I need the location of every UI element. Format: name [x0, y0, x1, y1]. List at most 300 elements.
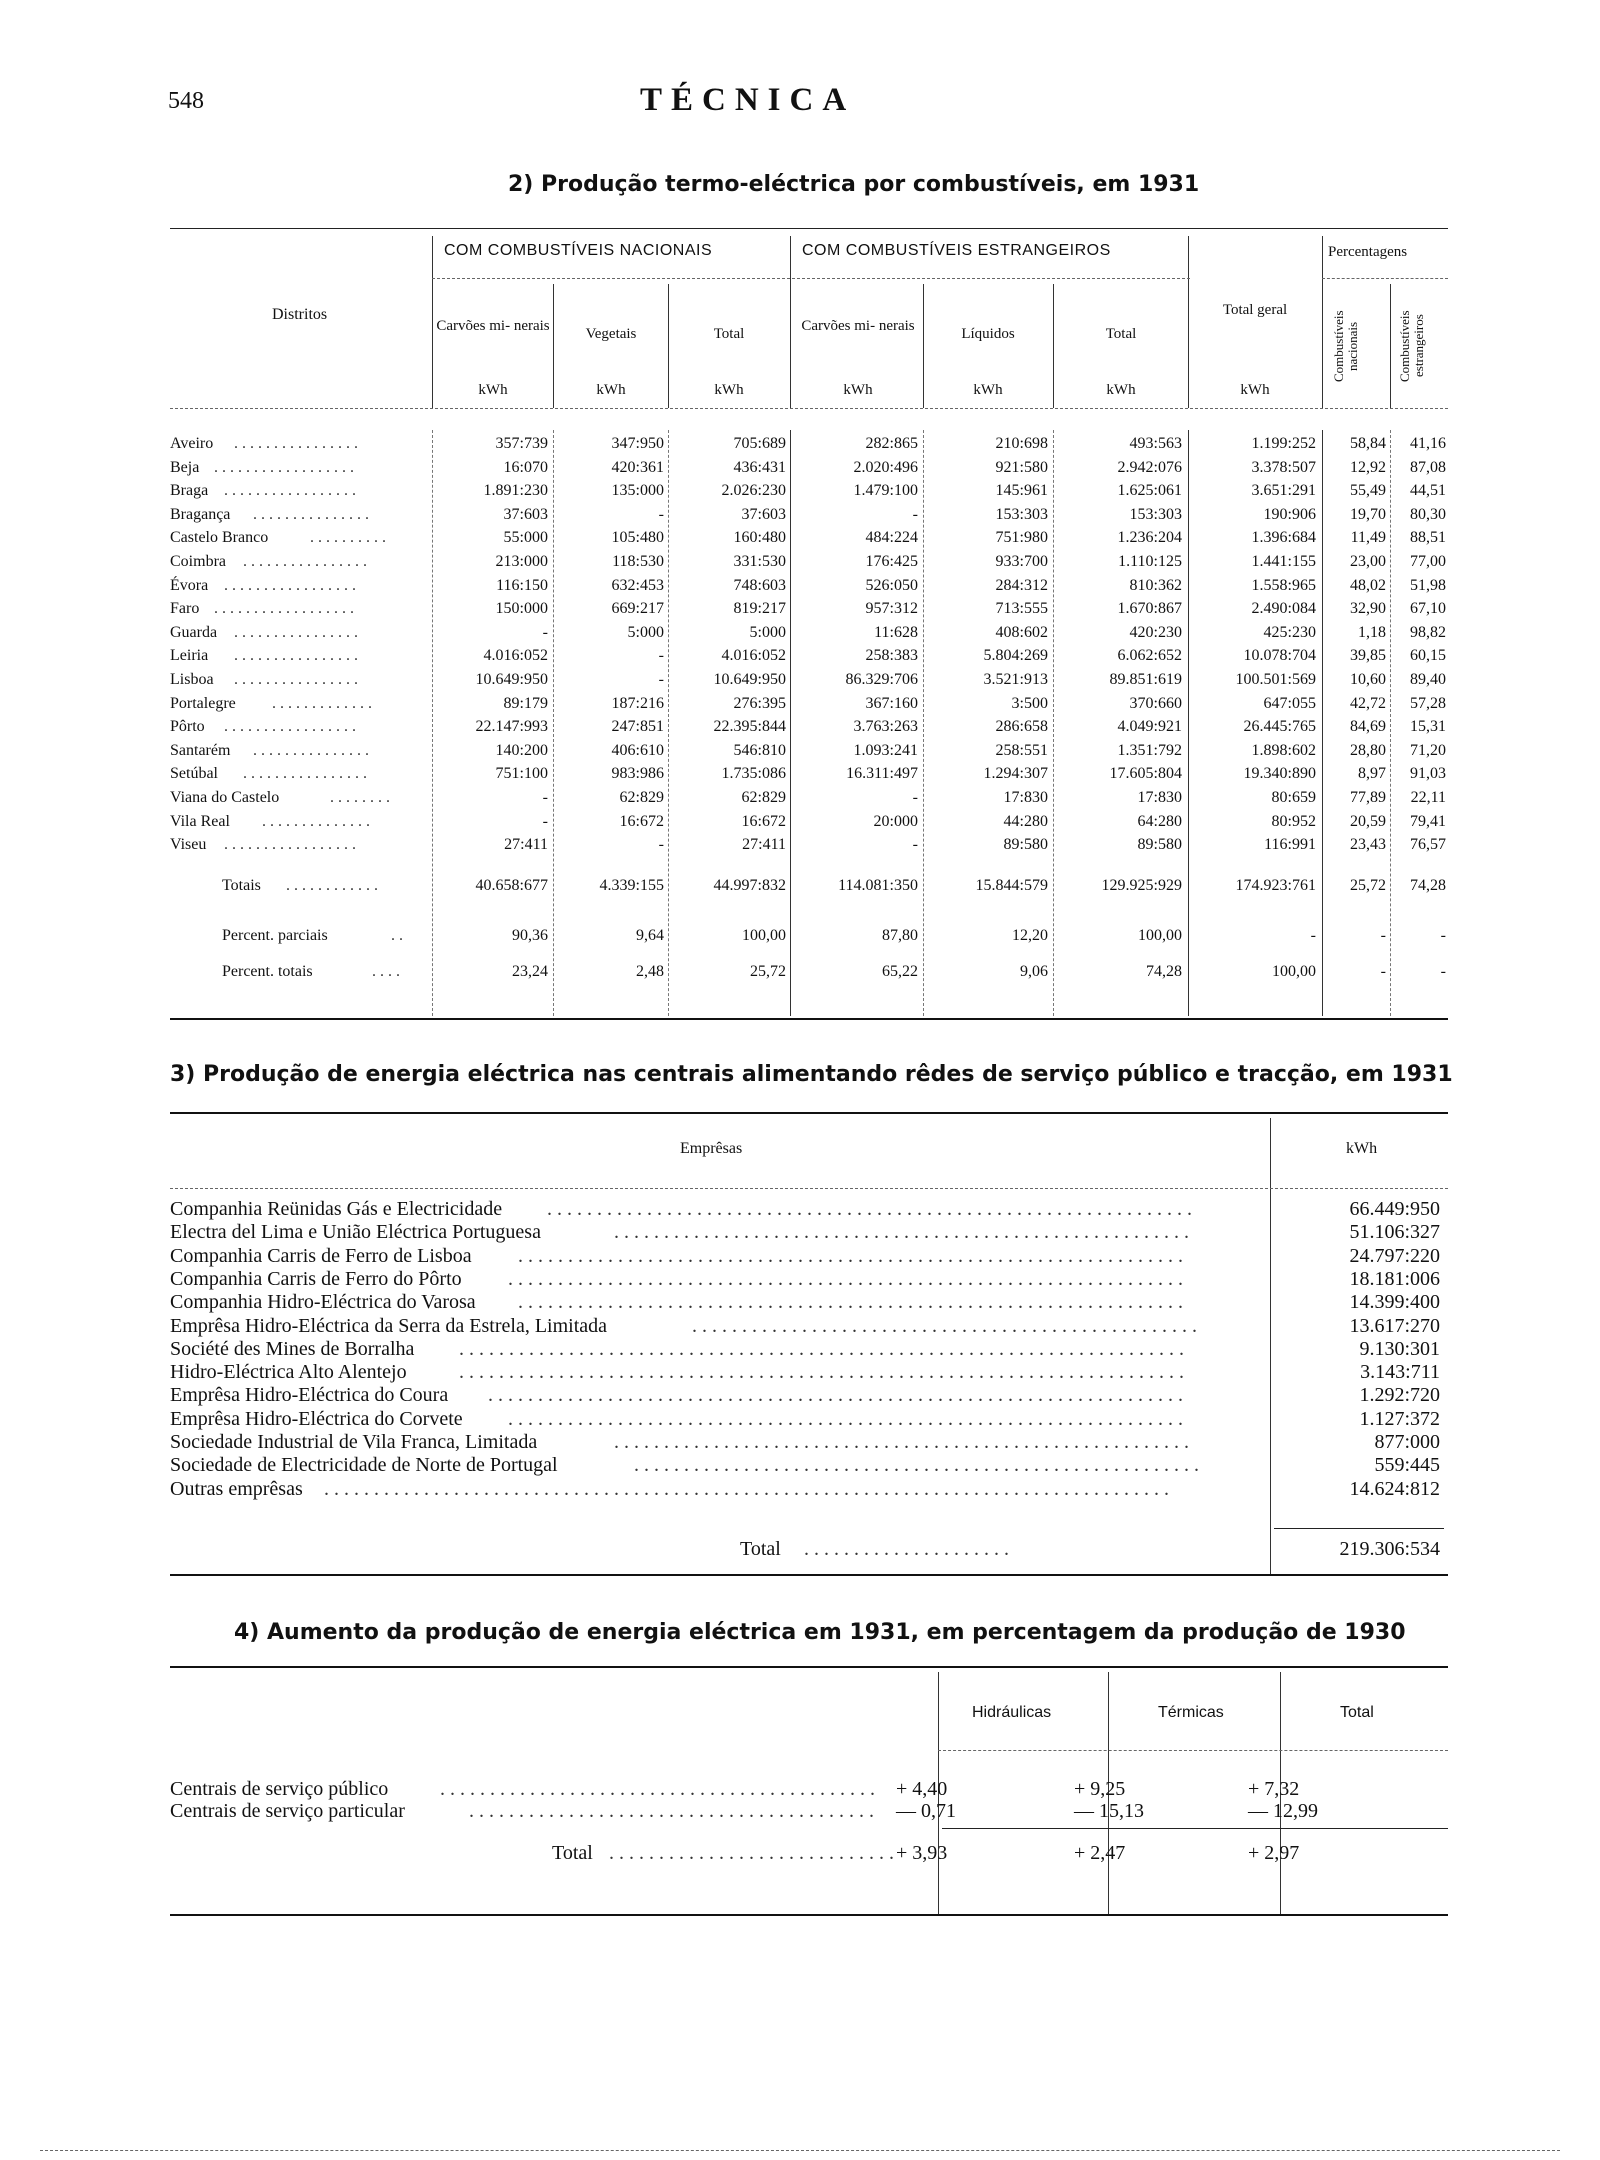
leader-dots: . . . . . . . . . . — [310, 529, 386, 547]
row-label: Pôrto — [170, 718, 205, 736]
cell-p2: 79,41 — [1410, 812, 1446, 830]
cell-c5: 153:303 — [995, 505, 1048, 523]
unit-kwh: kWh — [1106, 382, 1136, 398]
cell-c7: 1.898:602 — [1251, 741, 1316, 759]
cell-c4: 11:628 — [874, 623, 918, 641]
row-label: Évora — [170, 576, 209, 594]
table-row — [0, 644, 1600, 668]
row-label: Totais — [222, 877, 261, 894]
cell-p2: 57,28 — [1410, 694, 1446, 712]
cell-c5: 89:580 — [1003, 836, 1048, 854]
kwh-value: 24.797:220 — [1349, 1244, 1440, 1267]
cell-c3: 1.735:086 — [721, 765, 786, 783]
leader-dots: . . . . . . . . — [330, 789, 390, 806]
group-percentagens: Percentagens — [1328, 244, 1408, 260]
cell-c1: 16:070 — [503, 458, 548, 476]
cell-tot: + 2,97 — [1248, 1842, 1300, 1864]
cell-c5: 15.844:579 — [975, 877, 1048, 894]
cell-h: — 0,71 — [896, 1800, 956, 1822]
cell-c2: 9,64 — [636, 927, 664, 944]
cell-c4: 957:312 — [865, 600, 918, 618]
table3-total-row — [170, 1842, 1448, 1864]
cell-tot: — 12,99 — [1248, 1800, 1318, 1822]
leader-dots: . . . . . . . . . . . . . . . . . . . . . . . . . . . . . . . . . . . . . . . . . . . . — [440, 1778, 875, 1800]
leader-dots: . . . . . . . . . . . . . . . . . . . . . . . . . . . . . . . . . . . . . . . . . . . . . . . . . . . . . . . . . . . . . . . . . . . — [518, 1244, 1183, 1267]
cell-c2: 135:000 — [611, 482, 664, 500]
leader-dots: . . . . . . . . . . . . . . . . . . — [214, 458, 354, 476]
cell-c7: 26.445:765 — [1243, 718, 1316, 736]
cell-c3: 276:395 — [733, 694, 786, 712]
page-number: 548 — [168, 88, 204, 114]
table-row — [170, 1408, 1448, 1431]
cell-c7: 1.441:155 — [1251, 553, 1316, 570]
cell-c3: 16:672 — [741, 812, 786, 830]
cell-c3: 27:411 — [742, 836, 786, 854]
company-name: Société des Mines de Borralha — [170, 1337, 415, 1360]
cell-c7: 10.078:704 — [1243, 647, 1316, 665]
table-row — [170, 1338, 1448, 1361]
cell-c3: 22.395:844 — [713, 718, 786, 736]
cell-p2: 80,30 — [1410, 505, 1446, 523]
table-row — [170, 1800, 1448, 1822]
cell-c2: 669:217 — [611, 600, 664, 618]
cell-c2: 105:480 — [611, 529, 664, 547]
company-name: Sociedade Industrial de Vila Franca, Limitada — [170, 1431, 538, 1453]
cell-t: + 9,25 — [1074, 1778, 1126, 1800]
company-name: Electra del Lima e União Eléctrica Portuguesa — [170, 1221, 541, 1244]
leader-dots: . . . . . . . . . . . . . . . . . . . . . . . . . . . . . . . . . . . . . . . . . . . . . . . . . . . . . . . . . . — [614, 1431, 1189, 1453]
cell-c4: 367:160 — [865, 694, 918, 712]
leader-dots: . . . . . . . . . . . . . . . — [253, 741, 369, 759]
cell-c5: 9,06 — [1020, 963, 1048, 980]
cell-c4: 86.329:706 — [845, 671, 918, 688]
cell-c7: 80:952 — [1271, 812, 1316, 830]
cell-c6: 100,00 — [1138, 927, 1182, 944]
cell-c1: 116:150 — [496, 576, 548, 594]
leader-dots: . . . . . . . . . . . . . — [272, 694, 372, 712]
cell-p1: 23,00 — [1350, 553, 1386, 570]
row-label: Total — [552, 1842, 593, 1864]
cell-c5: 17:830 — [1003, 789, 1048, 806]
table1-summary-row — [0, 874, 1600, 898]
table1-summary-row — [0, 924, 1600, 948]
table-row — [0, 715, 1600, 739]
table2-total-row — [170, 1538, 1448, 1561]
col-carvoes-nacionais: Carvões mi- nerais — [436, 318, 550, 334]
cell-c4: 20:000 — [873, 812, 918, 830]
row-label: Percent. parciais — [222, 927, 328, 944]
table2-title: 3) Produção de energia eléctrica nas centrais alimentando rêdes de serviço público e tracção, em 1931 — [170, 1062, 1453, 1087]
cell-c5: 408:602 — [995, 623, 1048, 641]
cell-c3: 436:431 — [733, 458, 786, 476]
col-pct-nacionais: Combustíveis nacionais — [1331, 310, 1360, 382]
row-label: Aveiro — [170, 435, 214, 452]
table1-summary-row — [0, 960, 1600, 984]
cell-c6: 493:563 — [1129, 435, 1182, 452]
cell-c6: 6.062:652 — [1117, 647, 1182, 665]
cell-c1: 751:100 — [495, 765, 548, 783]
leader-dots: . . . . . . . . . . . . . . . . . . — [214, 600, 354, 618]
cell-p2: 89,40 — [1410, 671, 1446, 688]
cell-c7: 3.651:291 — [1251, 482, 1316, 500]
cell-c2: 118:530 — [612, 553, 664, 570]
kwh-value: 1.292:720 — [1359, 1384, 1440, 1407]
row-label: Centrais de serviço público — [170, 1778, 389, 1800]
kwh-value: 9.130:301 — [1359, 1337, 1440, 1360]
cell-c1: 140:200 — [495, 741, 548, 759]
table-row — [0, 456, 1600, 480]
cell-c2: 983:986 — [611, 765, 664, 783]
col-total-nacionais: Total — [713, 326, 745, 342]
leader-dots: . . . . . . . . . . . . . . . . . . . . . . . . . . . . . . . . . . . . . . . . . . . . . . . . . . . . . . . . . . . . . . . . . . . . . . . . . — [459, 1337, 1184, 1360]
row-label: Viana do Castelo — [170, 789, 280, 806]
cell-c6: 17.605:804 — [1109, 765, 1182, 783]
kwh-value: 559:445 — [1374, 1454, 1440, 1477]
cell-c5: 145:961 — [995, 482, 1048, 500]
cell-p1: 20,59 — [1350, 812, 1386, 830]
cell-p2: 41,16 — [1410, 435, 1446, 452]
cell-c5: 933:700 — [995, 553, 1048, 570]
cell-c3: 62:829 — [741, 789, 786, 806]
cell-c5: 284:312 — [995, 576, 1048, 594]
leader-dots: . . . . . . . . . . . . . . . . . . . . . — [804, 1538, 1009, 1560]
table-row — [170, 1478, 1448, 1501]
cell-c2: 632:453 — [611, 576, 664, 594]
table-row — [170, 1245, 1448, 1268]
table-row — [170, 1221, 1448, 1244]
leader-dots: . . . . — [372, 963, 400, 980]
cell-c7: 116:991 — [1264, 836, 1316, 854]
table-row — [170, 1291, 1448, 1314]
col-kwh: kWh — [1346, 1140, 1378, 1157]
cell-c7: 100.501:569 — [1235, 671, 1316, 688]
unit-kwh: kWh — [596, 382, 626, 398]
company-name: Companhia Carris de Ferro do Pôrto — [170, 1267, 462, 1290]
leader-dots: . . . . . . . . . . . . . . . — [253, 505, 369, 523]
cell-p1: 25,72 — [1350, 877, 1386, 894]
row-label: Santarém — [170, 741, 231, 759]
cell-c5: 286:658 — [995, 718, 1048, 736]
cell-t: + 2,47 — [1074, 1842, 1126, 1864]
col-empresas: Emprêsas — [680, 1140, 743, 1157]
cell-c2: 4.339:155 — [599, 877, 664, 894]
table-row — [0, 668, 1600, 692]
cell-c1: 22.147:993 — [475, 718, 548, 736]
cell-c6: 4.049:921 — [1117, 718, 1182, 736]
cell-c2: - — [658, 671, 664, 688]
kwh-value: 14.624:812 — [1349, 1477, 1440, 1500]
kwh-value: 66.449:950 — [1349, 1198, 1440, 1220]
table-row — [0, 833, 1600, 857]
leader-dots: . . . . . . . . . . . . . . . . . . . . . . . . . . . . . . . . . . . . . . . . . . . . . . . . . . . . . . . . . . . . . . . . . — [547, 1198, 1192, 1220]
leader-dots: . . . . . . . . . . . . . . . . . — [224, 482, 356, 500]
row-label: Faro — [170, 600, 200, 618]
leader-dots: . . . . . . . . . . . . . . . . — [234, 647, 358, 665]
row-label: Castelo Branco — [170, 529, 269, 547]
cell-p2: 71,20 — [1410, 741, 1446, 759]
cell-c4: 176:425 — [865, 553, 918, 570]
cell-c3: 2.026:230 — [721, 482, 786, 500]
cell-c3: 546:810 — [733, 741, 786, 759]
cell-c4: 16.311:497 — [846, 765, 918, 783]
cell-p2: 22,11 — [1410, 789, 1446, 806]
row-label: Portalegre — [170, 694, 236, 712]
cell-c5: 258:551 — [995, 741, 1048, 759]
cell-p1: 11,49 — [1350, 529, 1386, 547]
table-row — [0, 526, 1600, 550]
cell-p1: - — [1380, 927, 1386, 944]
cell-c6: 1.670:867 — [1117, 600, 1182, 618]
total-value: 219.306:534 — [1339, 1538, 1440, 1560]
leader-dots: . . . . . . . . . . . . . . . . . — [224, 576, 356, 594]
cell-c7: 1.558:965 — [1251, 576, 1316, 594]
company-name: Outras emprêsas — [170, 1477, 303, 1500]
cell-p1: 48,02 — [1350, 576, 1386, 594]
table-row — [0, 692, 1600, 716]
table-row — [170, 1431, 1448, 1454]
cell-p2: 51,98 — [1410, 576, 1446, 594]
cell-c3: 37:603 — [741, 505, 786, 523]
cell-c2: 247:851 — [611, 718, 664, 736]
cell-c1: 213:000 — [495, 553, 548, 570]
cell-c5: 921:580 — [995, 458, 1048, 476]
cell-c7: 2.490:084 — [1251, 600, 1316, 618]
cell-c4: 258:383 — [865, 647, 918, 665]
unit-kwh: kWh — [714, 382, 744, 398]
cell-t: — 15,13 — [1074, 1800, 1144, 1822]
cell-p2: 88,51 — [1410, 529, 1446, 547]
cell-c1: 40.658:677 — [475, 877, 548, 894]
leader-dots: . . . . . . . . . . . . . . . . . . . . . . . . . . . . . — [609, 1842, 894, 1864]
leader-dots: . . . . . . . . . . . . . . . . . . . . . . . . . . . . . . . . . . . . . . . . . . . . . . . . . . . . . . . . . . . . . . . . . . . — [518, 1291, 1183, 1314]
cell-c6: 89:580 — [1137, 836, 1182, 854]
cell-c6: 420:230 — [1129, 623, 1182, 641]
cell-c5: 713:555 — [995, 600, 1048, 618]
cell-p1: 10,60 — [1350, 671, 1386, 688]
cell-c1: 4.016:052 — [483, 647, 548, 665]
company-name: Companhia Reünidas Gás e Electricidade — [170, 1198, 503, 1220]
cell-p1: 32,90 — [1350, 600, 1386, 618]
cell-c7: 100,00 — [1272, 963, 1316, 980]
table1-title: 2) Produção termo-eléctrica por combustíveis, em 1931 — [508, 172, 1200, 197]
total-label: Total — [740, 1538, 781, 1560]
col-total-geral: Total geral — [1222, 302, 1288, 318]
cell-c6: 810:362 — [1129, 576, 1182, 594]
cell-c5: 1.294:307 — [983, 765, 1048, 783]
kwh-value: 14.399:400 — [1349, 1291, 1440, 1314]
col-hidraulicas: Hidráulicas — [972, 1704, 1052, 1721]
leader-dots: . . . . . . . . . . . . . . . . — [243, 765, 367, 783]
table-row — [0, 621, 1600, 645]
company-name: Emprêsa Hidro-Eléctrica do Coura — [170, 1384, 449, 1407]
table-row — [0, 479, 1600, 503]
table-row — [0, 762, 1600, 786]
kwh-value: 18.181:006 — [1349, 1267, 1440, 1290]
cell-c1: - — [542, 812, 548, 830]
cell-c7: 19.340:890 — [1243, 765, 1316, 783]
cell-p1: 55,49 — [1350, 482, 1386, 500]
cell-c7: 425:230 — [1263, 623, 1316, 641]
cell-p2: 87,08 — [1410, 458, 1446, 476]
cell-c1: 27:411 — [504, 836, 548, 854]
leader-dots: . . . . . . . . . . . . . . . . . . . . . . . . . . . . . . . . . . . . . . . . . . . . . . . . . . . . . . . . . . . . . . . . . . . . . . . . . — [459, 1361, 1184, 1384]
leader-dots: . . . . . . . . . . . . . . . . . . . . . . . . . . . . . . . . . . . . . . . . . . . . . . . . . . . . . . . . . . — [614, 1221, 1189, 1244]
table-row — [0, 503, 1600, 527]
table-row — [170, 1315, 1448, 1338]
cell-c3: 748:603 — [733, 576, 786, 594]
cell-c1: 10.649:950 — [475, 671, 548, 688]
cell-c6: 2.942:076 — [1117, 458, 1182, 476]
leader-dots: . . — [391, 927, 403, 944]
cell-c1: 1.891:230 — [483, 482, 548, 500]
cell-c2: - — [658, 836, 664, 854]
cell-p1: 28,80 — [1350, 741, 1386, 759]
cell-c1: 89:179 — [503, 694, 548, 712]
cell-c6: 153:303 — [1129, 505, 1182, 523]
cell-p2: - — [1440, 927, 1446, 944]
cell-c1: - — [542, 623, 548, 641]
cell-c2: 347:950 — [611, 435, 664, 452]
cell-p1: 1,18 — [1358, 623, 1386, 641]
cell-c3: 10.649:950 — [713, 671, 786, 688]
group-nacionais: COM COMBUSTÍVEIS NACIONAIS — [444, 242, 713, 259]
leader-dots: . . . . . . . . . . . . . . . . . — [224, 836, 356, 854]
cell-c7: 80:659 — [1271, 789, 1316, 806]
kwh-value: 13.617:270 — [1349, 1314, 1440, 1337]
cell-c7: - — [1310, 927, 1316, 944]
cell-c4: - — [912, 789, 918, 806]
unit-kwh: kWh — [843, 382, 873, 398]
table-row — [170, 1454, 1448, 1477]
leader-dots: . . . . . . . . . . . . . . . . . . . . . . . . . . . . . . . . . . . . . . . . . . . . . . . . . . . . . . . . . . . . . . . . . . . . . . — [488, 1384, 1183, 1407]
cell-p1: 39,85 — [1350, 647, 1386, 665]
cell-c6: 1.351:792 — [1117, 741, 1182, 759]
cell-p2: 15,31 — [1410, 718, 1446, 736]
leader-dots: . . . . . . . . . . . . . . . . . . . . . . . . . . . . . . . . . . . . . . . . . — [469, 1800, 874, 1822]
table-row — [170, 1198, 1448, 1221]
company-name: Sociedade de Electricidade de Norte de Portugal — [170, 1454, 558, 1477]
cell-tot: + 7,32 — [1248, 1778, 1300, 1800]
leader-dots: . . . . . . . . . . . . . . . . — [243, 553, 367, 570]
cell-c4: 65,22 — [882, 963, 918, 980]
cell-c1: 90,36 — [512, 927, 548, 944]
table-row — [0, 550, 1600, 574]
group-estrangeiros: COM COMBUSTÍVEIS ESTRANGEIROS — [802, 242, 1111, 259]
unit-kwh: kWh — [478, 382, 508, 398]
cell-p1: 19,70 — [1350, 505, 1386, 523]
cell-c4: 114.081:350 — [838, 877, 918, 894]
cell-c3: 4.016:052 — [721, 647, 786, 665]
cell-c2: 16:672 — [619, 812, 664, 830]
col-termicas: Térmicas — [1158, 1704, 1224, 1721]
row-label: Centrais de serviço particular — [170, 1800, 405, 1822]
leader-dots: . . . . . . . . . . . . . . . . — [234, 671, 358, 688]
col-vegetais: Vegetais — [585, 326, 637, 342]
kwh-value: 877:000 — [1374, 1431, 1440, 1453]
cell-c6: 89.851:619 — [1109, 671, 1182, 688]
row-label: Lisboa — [170, 671, 214, 688]
cell-p2: 76,57 — [1410, 836, 1446, 854]
table-row — [0, 739, 1600, 763]
cell-c2: 406:610 — [611, 741, 664, 759]
leader-dots: . . . . . . . . . . . . . . . . . . . . . . . . . . . . . . . . . . . . . . . . . . . . . . . . . . . . . . . . . . . . . . . . . . . . . . . . . . . . . . . . . . . . . — [324, 1477, 1169, 1500]
table-row — [0, 810, 1600, 834]
cell-c2: 187:216 — [611, 694, 664, 712]
cell-c1: 55:000 — [503, 529, 548, 547]
table-row — [170, 1778, 1448, 1800]
cell-c7: 190:906 — [1263, 505, 1316, 523]
table3-title: 4) Aumento da produção de energia eléctrica em 1931, em percentagem da produção de 1930 — [234, 1620, 1406, 1645]
cell-c4: 484:224 — [865, 529, 918, 547]
cell-p1: 58,84 — [1350, 435, 1386, 452]
cell-c4: - — [912, 836, 918, 854]
leader-dots: . . . . . . . . . . . . — [286, 877, 378, 894]
cell-c2: 2,48 — [636, 963, 664, 980]
cell-p2: 77,00 — [1410, 553, 1446, 570]
table-row — [0, 786, 1600, 810]
journal-title: TÉCNICA — [640, 82, 856, 118]
cell-c4: 1.479:100 — [853, 482, 918, 500]
cell-c5: 5.804:269 — [983, 647, 1048, 665]
cell-c4: 526:050 — [865, 576, 918, 594]
cell-p2: 98,82 — [1410, 623, 1446, 641]
company-name: Companhia Carris de Ferro de Lisboa — [170, 1244, 472, 1267]
cell-c6: 74,28 — [1146, 963, 1182, 980]
cell-c6: 129.925:929 — [1101, 877, 1182, 894]
cell-p1: - — [1380, 963, 1386, 980]
cell-c6: 64:280 — [1137, 812, 1182, 830]
cell-c4: - — [912, 505, 918, 523]
cell-c6: 1.625:061 — [1117, 482, 1182, 500]
cell-p1: 12,92 — [1350, 458, 1386, 476]
cell-c7: 647:055 — [1263, 694, 1316, 712]
row-label: Bragança — [170, 505, 231, 523]
cell-p2: - — [1440, 963, 1446, 980]
cell-c1: 23,24 — [512, 963, 548, 980]
cell-c7: 1.199:252 — [1251, 435, 1316, 452]
cell-c3: 44.997:832 — [713, 877, 786, 894]
cell-c6: 370:660 — [1129, 694, 1182, 712]
cell-p2: 74,28 — [1410, 877, 1446, 894]
cell-c7: 3.378:507 — [1251, 458, 1316, 476]
cell-c4: 3.763:263 — [853, 718, 918, 736]
cell-c2: 5:000 — [627, 623, 664, 641]
leader-dots: . . . . . . . . . . . . . . . . . — [224, 718, 356, 736]
cell-c5: 3.521:913 — [983, 671, 1048, 688]
cell-c4: 282:865 — [865, 435, 918, 452]
cell-c6: 1.110:125 — [1118, 553, 1182, 570]
cell-p2: 67,10 — [1410, 600, 1446, 618]
table-row — [0, 574, 1600, 598]
cell-c3: 160:480 — [733, 529, 786, 547]
company-name: Emprêsa Hidro-Eléctrica da Serra da Estrela, Limitada — [170, 1314, 608, 1337]
col-distritos: Distritos — [272, 306, 328, 323]
cell-c6: 1.236:204 — [1117, 529, 1182, 547]
row-label: Percent. totais — [222, 963, 313, 980]
cell-c5: 12,20 — [1012, 927, 1048, 944]
leader-dots: . . . . . . . . . . . . . . — [262, 812, 370, 830]
cell-c1: 357:739 — [495, 435, 548, 452]
table-row — [170, 1268, 1448, 1291]
cell-p1: 84,69 — [1350, 718, 1386, 736]
cell-c1: 150:000 — [495, 600, 548, 618]
cell-p1: 8,97 — [1358, 765, 1386, 783]
cell-c7: 1.396:684 — [1251, 529, 1316, 547]
cell-c4: 2.020:496 — [853, 458, 918, 476]
row-label: Vila Real — [170, 812, 230, 830]
col-liquidos: Líquidos — [961, 326, 1015, 342]
cell-c5: 3:500 — [1011, 694, 1048, 712]
